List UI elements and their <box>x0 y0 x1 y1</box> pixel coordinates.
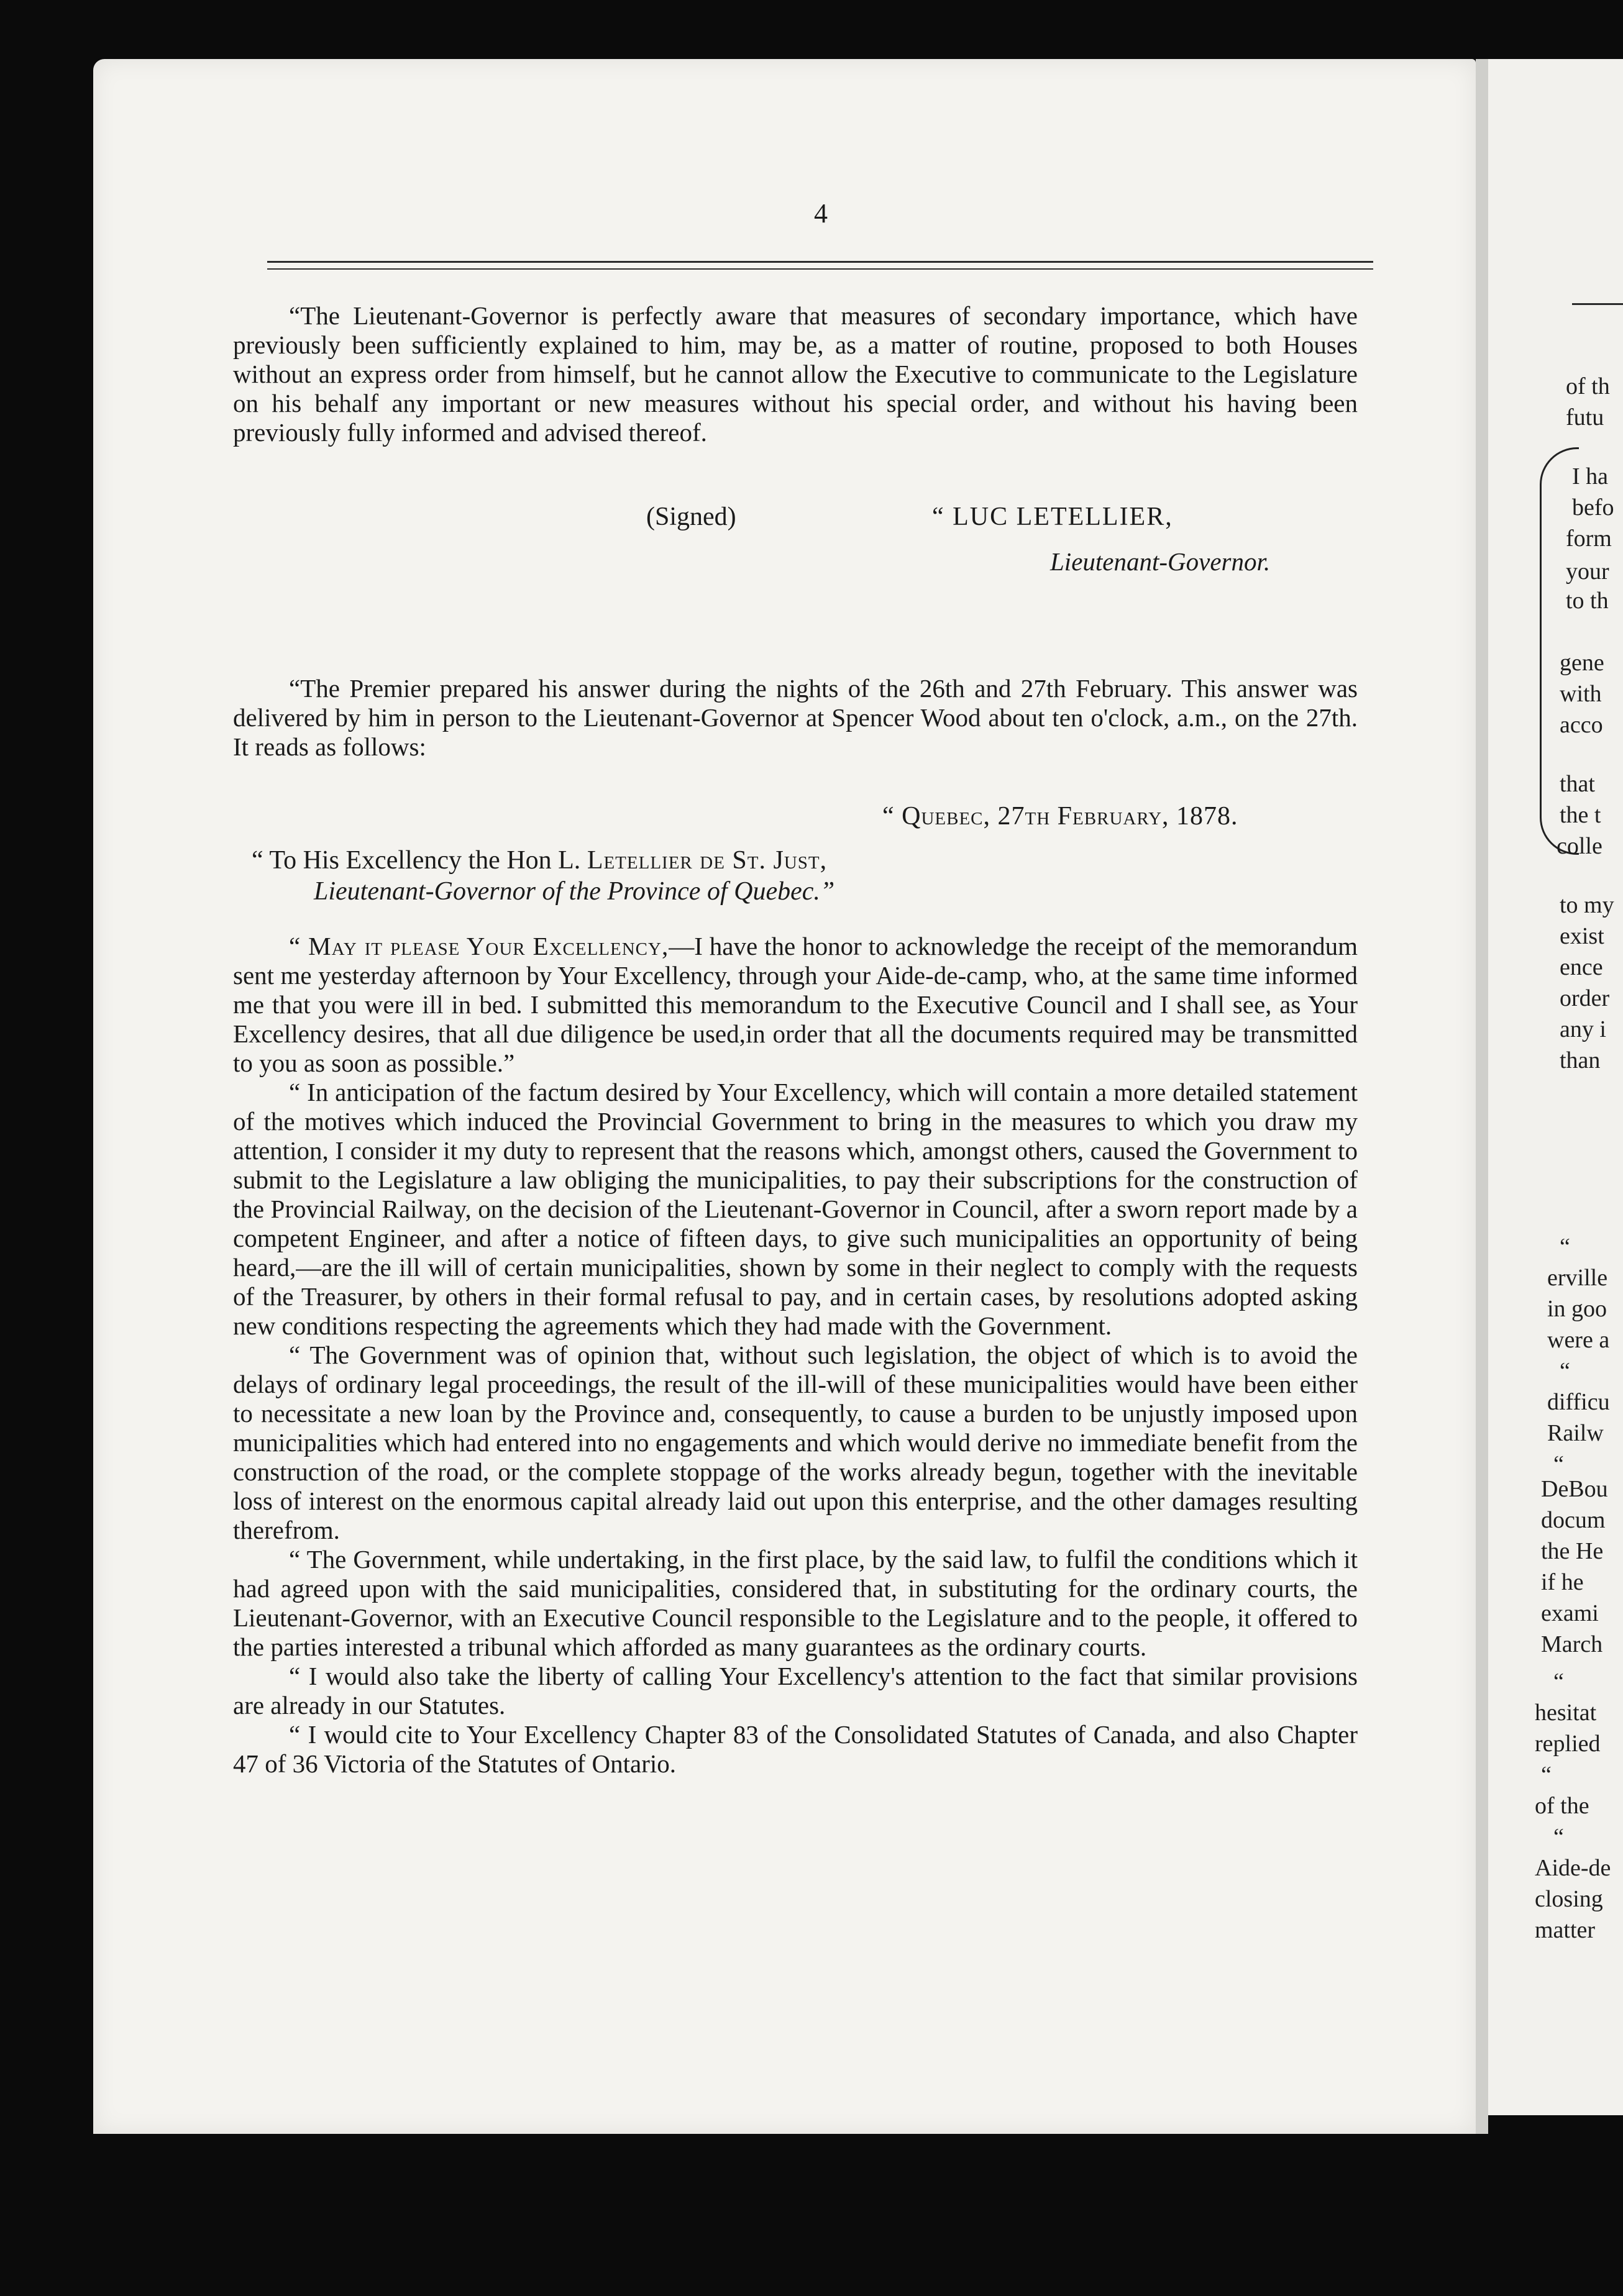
right-page-fragment: difficu <box>1547 1389 1610 1415</box>
right-page-fragment: “ <box>1560 1358 1570 1384</box>
book-gutter <box>1476 59 1488 2134</box>
right-page-fragment: replied <box>1535 1731 1601 1757</box>
right-page-fragment: ence <box>1560 954 1603 980</box>
right-page-fragment: March <box>1541 1631 1603 1657</box>
right-page-fragment: with <box>1560 681 1602 707</box>
right-page-fragment: order <box>1560 985 1610 1011</box>
right-page-fragment: the t <box>1560 802 1601 828</box>
right-page-fragment: gene <box>1560 650 1604 676</box>
right-page-fragment: “ <box>1553 1451 1564 1477</box>
right-page-fragment: futu <box>1566 404 1604 430</box>
addressee-line-2: Lieutenant-Governor of the Province of Quebec.” <box>314 877 835 906</box>
right-page-fragment: the He <box>1541 1538 1604 1564</box>
narrative-text: “The Premier prepared his answer during the nights of the 26th and 27th February. This answer was delivered by him in person to the Lieutenant-Governor at Spencer Wood about ten o'clock, a.m., on the 27th. It reads as follows: <box>233 674 1358 761</box>
right-page-fragment: “ <box>1541 1762 1552 1788</box>
right-page-fragment: DeBou <box>1541 1476 1608 1502</box>
right-page-fragment: of the <box>1535 1793 1589 1819</box>
memorandum-text: “The Lieutenant-Governor is perfectly aware that measures of secondary importance, which have previously been sufficiently explained to him, may be, as a matter of routine, proposed to both Houses without an express order from himself, but he cannot allow the Executive to communicate to the Legislature on his behalf any important or new measures without his special order, and without his having been previously fully informed and advised thereof. <box>233 301 1358 447</box>
header-rule <box>267 261 1373 263</box>
right-page-fragment: hesitat <box>1535 1700 1597 1726</box>
right-page-fragment: of th <box>1566 373 1610 399</box>
signatory-name: “ LUC LETELLIER, <box>932 503 1173 531</box>
addressee-name: Letellier de St. Just, <box>587 846 828 875</box>
right-page-fragment: exami <box>1541 1600 1599 1626</box>
letter-body <box>233 932 1358 1779</box>
right-page-fragment: that <box>1560 771 1595 797</box>
right-page-fragment: matter <box>1535 1917 1596 1943</box>
right-page-fragment: Railw <box>1547 1420 1604 1446</box>
header-rule-thin <box>267 268 1373 270</box>
letter-addressee <box>252 845 1370 907</box>
right-page-fragment: docum <box>1541 1507 1606 1533</box>
narrative-paragraph <box>233 674 1358 762</box>
signatory-title: Lieutenant-Governor. <box>1050 547 1271 576</box>
right-page-fragment: colle <box>1557 833 1602 859</box>
letter-paragraph: “ May it please Your Excellency,—I have the honor to acknowledge the receipt of the memorandum sent me yesterday afternoon by Your Excellency, through your Aide-de-camp, who, at the same time informed me that you were ill in bed. I submitted this memorandum to the Executive Council and I shall see, as Your Excellency desires, that all due diligence be used,in order that all the documents required may be transmitted to you as soon as possible.” <box>233 932 1358 1077</box>
right-page-fragment: form <box>1566 526 1612 552</box>
addressee-line-1: “ To His Excellency the Hon L. Letellier de St. Just, <box>252 846 828 875</box>
letter-paragraph: “ In anticipation of the factum desired by Your Excellency, which will contain a more detailed statement of the motives which induced the Provincial Government to bring in the measures to which you draw my attention, I consider it my duty to represent that the reasons which, amongst others, caused the Government to submit to the Legislature a law obliging the municipalities, to pay their subscriptions for the construction of the Provincial Railway, on the decision of the Lieutenant-Governor in Council, after a sworn report made by a competent Engineer, and after a notice of fifteen days, to give such municipalities an opportunity of being heard,—are the ill will of certain municipalities, shown by some in their neglect to comply with the requests of the Treasurer, by others in their formal refusal to pay, and in certain cases, by resolutions adopted asking new conditions respecting the agreements which they had made with the Government. <box>233 1078 1358 1340</box>
page-number: 4 <box>814 198 828 229</box>
right-page-rule <box>1572 303 1623 305</box>
right-page-fragment: I ha <box>1572 463 1609 490</box>
right-page-fragment: to th <box>1566 588 1609 614</box>
scan-shadow <box>93 2134 1623 2296</box>
right-page-fragment: were a <box>1547 1327 1610 1353</box>
right-page-fragment: any i <box>1560 1016 1606 1042</box>
letter-paragraph: “ The Government was of opinion that, without such legislation, the object of which is to avoid the delays of ordinary legal proceedings, the result of the ill-will of these municipalities would have been either to necessitate a new loan by the Province and, consequently, to cause a burden to be unjustly imposed upon municipalities which had entered into no engagements and which would derive no immediate benefit from the construction of the road, or the complete stoppage of the works already begun, together with the inevitable loss of interest on the enormous capital already laid out upon this enterprise, and the other damages resulting therefrom. <box>233 1341 1358 1544</box>
right-page-fragment: erville <box>1547 1265 1608 1291</box>
right-page-fragment: closing <box>1535 1886 1603 1912</box>
memorandum-paragraph <box>233 301 1358 447</box>
letter-paragraph: “ I would also take the liberty of calling Your Excellency's attention to the fact that similar provisions are already in our Statutes. <box>233 1662 1358 1720</box>
right-page-fragment: if he <box>1541 1569 1584 1595</box>
right-page-fragment: exist <box>1560 923 1604 949</box>
right-page-fragment: in goo <box>1547 1296 1607 1322</box>
right-page-fragment: your <box>1566 558 1609 585</box>
letter-paragraph: “ I would cite to Your Excellency Chapter 83 of the Consolidated Statutes of Canada, and also Chapter 47 of 36 Victoria of the Statutes of Ontario. <box>233 1720 1358 1778</box>
right-page-fragment: than <box>1560 1047 1601 1073</box>
letter-dateline: “ Quebec, 27th February, 1878. <box>882 802 1238 831</box>
signed-label: (Signed) <box>646 503 736 531</box>
right-page-fragment: befo <box>1572 494 1614 521</box>
right-page-fragment: “ <box>1553 1669 1564 1695</box>
letter-paragraph: “ The Government, while undertaking, in the first place, by the said law, to fulfil the conditions which it had agreed upon with the said municipalities, considered that, in substituting for the ordinary courts, the Lieutenant-Governor, with an Executive Council responsible to the Legislature and to the people, it offered to the parties interested a tribunal which afforded as many guarantees as the ordinary courts. <box>233 1545 1358 1661</box>
right-page-fragment: “ <box>1560 1234 1570 1260</box>
salutation: “ May it please Your Excellency, <box>289 932 669 960</box>
right-page-fragment: to my <box>1560 892 1614 918</box>
right-page-fragment: “ <box>1553 1824 1564 1850</box>
right-page-fragment: Aide-de <box>1535 1855 1611 1881</box>
right-page-fragment: acco <box>1560 712 1603 738</box>
